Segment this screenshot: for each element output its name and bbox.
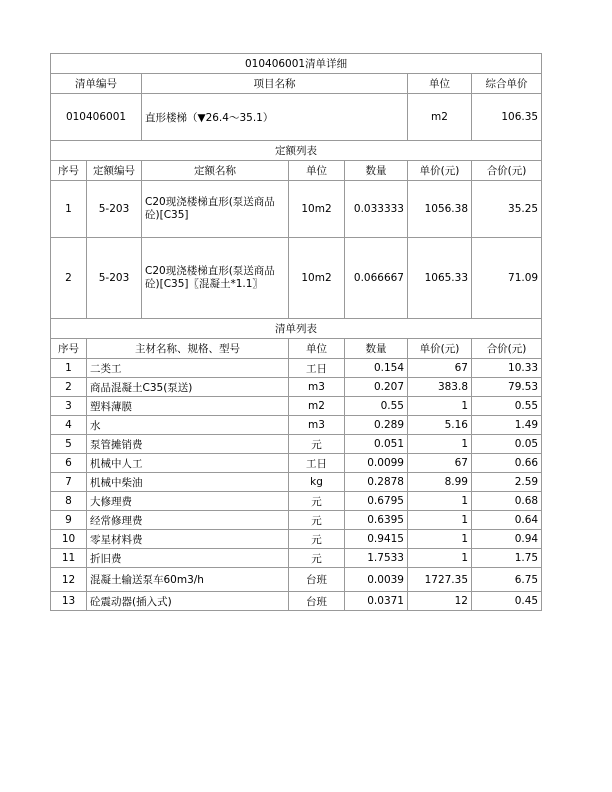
material-qty: 0.0371 bbox=[345, 592, 408, 611]
material-row bbox=[51, 378, 542, 397]
bill-code-header: 清单编号 bbox=[51, 74, 142, 94]
material-row bbox=[51, 511, 542, 530]
material-row bbox=[51, 530, 542, 549]
material-unit-price: 8.99 bbox=[408, 473, 472, 492]
material-row bbox=[51, 592, 542, 611]
material-row bbox=[51, 435, 542, 454]
material-qty: 0.289 bbox=[345, 416, 408, 435]
material-total: 0.55 bbox=[472, 397, 542, 416]
material-unit-price: 1 bbox=[408, 511, 472, 530]
material-row bbox=[51, 416, 542, 435]
bill-name: 直形楼梯（▼26.4～35.1） bbox=[142, 94, 408, 141]
material-seq: 6 bbox=[51, 454, 87, 473]
quota-unit: 10m2 bbox=[289, 181, 345, 238]
material-unit-price: 1 bbox=[408, 492, 472, 511]
bill-price: 106.35 bbox=[472, 94, 542, 141]
quota-total: 35.25 bbox=[472, 181, 542, 238]
quota-seq-header: 序号 bbox=[51, 161, 87, 181]
material-qty: 0.207 bbox=[345, 378, 408, 397]
material-name: 水 bbox=[87, 416, 289, 435]
quota-seq: 1 bbox=[51, 181, 87, 238]
quota-total: 71.09 bbox=[472, 238, 542, 319]
material-qty-header: 数量 bbox=[345, 339, 408, 359]
material-name: 二类工 bbox=[87, 359, 289, 378]
material-qty: 0.0039 bbox=[345, 568, 408, 592]
quota-code-header: 定额编号 bbox=[87, 161, 142, 181]
material-unit: 元 bbox=[289, 511, 345, 530]
material-total: 0.05 bbox=[472, 435, 542, 454]
material-unit-price: 1 bbox=[408, 435, 472, 454]
material-unit-price: 5.16 bbox=[408, 416, 472, 435]
bill-unit: m2 bbox=[408, 94, 472, 141]
material-qty: 0.0099 bbox=[345, 454, 408, 473]
material-unit-price: 67 bbox=[408, 454, 472, 473]
material-name-header: 主材名称、规格、型号 bbox=[87, 339, 289, 359]
material-seq: 11 bbox=[51, 549, 87, 568]
quota-unit-price: 1056.38 bbox=[408, 181, 472, 238]
quota-seq: 2 bbox=[51, 238, 87, 319]
material-row bbox=[51, 359, 542, 378]
material-seq: 1 bbox=[51, 359, 87, 378]
material-total: 10.33 bbox=[472, 359, 542, 378]
material-qty: 0.6795 bbox=[345, 492, 408, 511]
quota-total-header: 合价(元) bbox=[472, 161, 542, 181]
material-name: 混凝土输送泵车60m3/h bbox=[87, 568, 289, 592]
bill-name-header: 项目名称 bbox=[142, 74, 408, 94]
quota-code: 5-203 bbox=[87, 238, 142, 319]
material-seq: 5 bbox=[51, 435, 87, 454]
quota-code: 5-203 bbox=[87, 181, 142, 238]
material-qty: 0.154 bbox=[345, 359, 408, 378]
material-name: 折旧费 bbox=[87, 549, 289, 568]
material-qty: 0.9415 bbox=[345, 530, 408, 549]
material-unit: m3 bbox=[289, 416, 345, 435]
material-total: 0.94 bbox=[472, 530, 542, 549]
bill-detail-table bbox=[50, 53, 542, 611]
material-row bbox=[51, 549, 542, 568]
quota-row bbox=[51, 181, 542, 238]
material-name: 零星材料费 bbox=[87, 530, 289, 549]
material-qty: 1.7533 bbox=[345, 549, 408, 568]
material-total: 1.49 bbox=[472, 416, 542, 435]
material-total: 0.45 bbox=[472, 592, 542, 611]
material-unit: kg bbox=[289, 473, 345, 492]
material-row bbox=[51, 473, 542, 492]
material-unit: m3 bbox=[289, 378, 345, 397]
material-unit: 工日 bbox=[289, 454, 345, 473]
material-seq: 12 bbox=[51, 568, 87, 592]
material-name: 大修理费 bbox=[87, 492, 289, 511]
bill-price-header: 综合单价 bbox=[472, 74, 542, 94]
material-seq: 7 bbox=[51, 473, 87, 492]
material-seq: 9 bbox=[51, 511, 87, 530]
material-unit-header: 单位 bbox=[289, 339, 345, 359]
quota-section-title: 定额列表 bbox=[51, 141, 542, 161]
material-unit-price: 1 bbox=[408, 397, 472, 416]
material-qty: 0.2878 bbox=[345, 473, 408, 492]
material-unit: m2 bbox=[289, 397, 345, 416]
material-row bbox=[51, 492, 542, 511]
material-unit: 台班 bbox=[289, 592, 345, 611]
material-total: 6.75 bbox=[472, 568, 542, 592]
material-unit: 元 bbox=[289, 492, 345, 511]
quota-unit-price: 1065.33 bbox=[408, 238, 472, 319]
material-unit: 元 bbox=[289, 530, 345, 549]
quota-unit-price-header: 单价(元) bbox=[408, 161, 472, 181]
material-total: 2.59 bbox=[472, 473, 542, 492]
bill-unit-header: 单位 bbox=[408, 74, 472, 94]
material-name: 机械中柴油 bbox=[87, 473, 289, 492]
material-qty: 0.55 bbox=[345, 397, 408, 416]
quota-qty-header: 数量 bbox=[345, 161, 408, 181]
material-unit: 元 bbox=[289, 435, 345, 454]
quota-qty: 0.033333 bbox=[345, 181, 408, 238]
quota-qty: 0.066667 bbox=[345, 238, 408, 319]
material-unit-price: 383.8 bbox=[408, 378, 472, 397]
material-qty: 0.051 bbox=[345, 435, 408, 454]
material-total: 0.64 bbox=[472, 511, 542, 530]
material-unit-price: 1 bbox=[408, 549, 472, 568]
material-name: 商品混凝土C35(泵送) bbox=[87, 378, 289, 397]
material-unit: 工日 bbox=[289, 359, 345, 378]
quota-name-header: 定额名称 bbox=[142, 161, 289, 181]
material-unit: 元 bbox=[289, 549, 345, 568]
material-seq: 3 bbox=[51, 397, 87, 416]
material-unit: 台班 bbox=[289, 568, 345, 592]
material-unit-price: 67 bbox=[408, 359, 472, 378]
material-row bbox=[51, 568, 542, 592]
material-row bbox=[51, 397, 542, 416]
material-total-header: 合价(元) bbox=[472, 339, 542, 359]
material-unit-price-header: 单价(元) bbox=[408, 339, 472, 359]
material-qty: 0.6395 bbox=[345, 511, 408, 530]
material-row bbox=[51, 454, 542, 473]
material-name: 砼震动器(插入式) bbox=[87, 592, 289, 611]
material-total: 0.66 bbox=[472, 454, 542, 473]
quota-row bbox=[51, 238, 542, 319]
material-seq: 4 bbox=[51, 416, 87, 435]
material-seq: 2 bbox=[51, 378, 87, 397]
material-unit-price: 1727.35 bbox=[408, 568, 472, 592]
material-name: 泵管摊销费 bbox=[87, 435, 289, 454]
material-seq: 10 bbox=[51, 530, 87, 549]
material-unit-price: 12 bbox=[408, 592, 472, 611]
material-unit-price: 1 bbox=[408, 530, 472, 549]
quota-unit-header: 单位 bbox=[289, 161, 345, 181]
material-seq: 13 bbox=[51, 592, 87, 611]
material-seq-header: 序号 bbox=[51, 339, 87, 359]
material-seq: 8 bbox=[51, 492, 87, 511]
page-title: 010406001清单详细 bbox=[51, 54, 542, 74]
material-name: 塑料薄膜 bbox=[87, 397, 289, 416]
material-name: 机械中人工 bbox=[87, 454, 289, 473]
material-total: 79.53 bbox=[472, 378, 542, 397]
material-total: 0.68 bbox=[472, 492, 542, 511]
material-section-title: 清单列表 bbox=[51, 319, 542, 339]
material-total: 1.75 bbox=[472, 549, 542, 568]
quota-name: C20现浇楼梯直形(泵送商品砼)[C35] bbox=[142, 181, 289, 238]
quota-name: C20现浇楼梯直形(泵送商品砼)[C35]〖混凝土*1.1〗 bbox=[142, 238, 289, 319]
bill-code: 010406001 bbox=[51, 94, 142, 141]
quota-unit: 10m2 bbox=[289, 238, 345, 319]
material-name: 经常修理费 bbox=[87, 511, 289, 530]
